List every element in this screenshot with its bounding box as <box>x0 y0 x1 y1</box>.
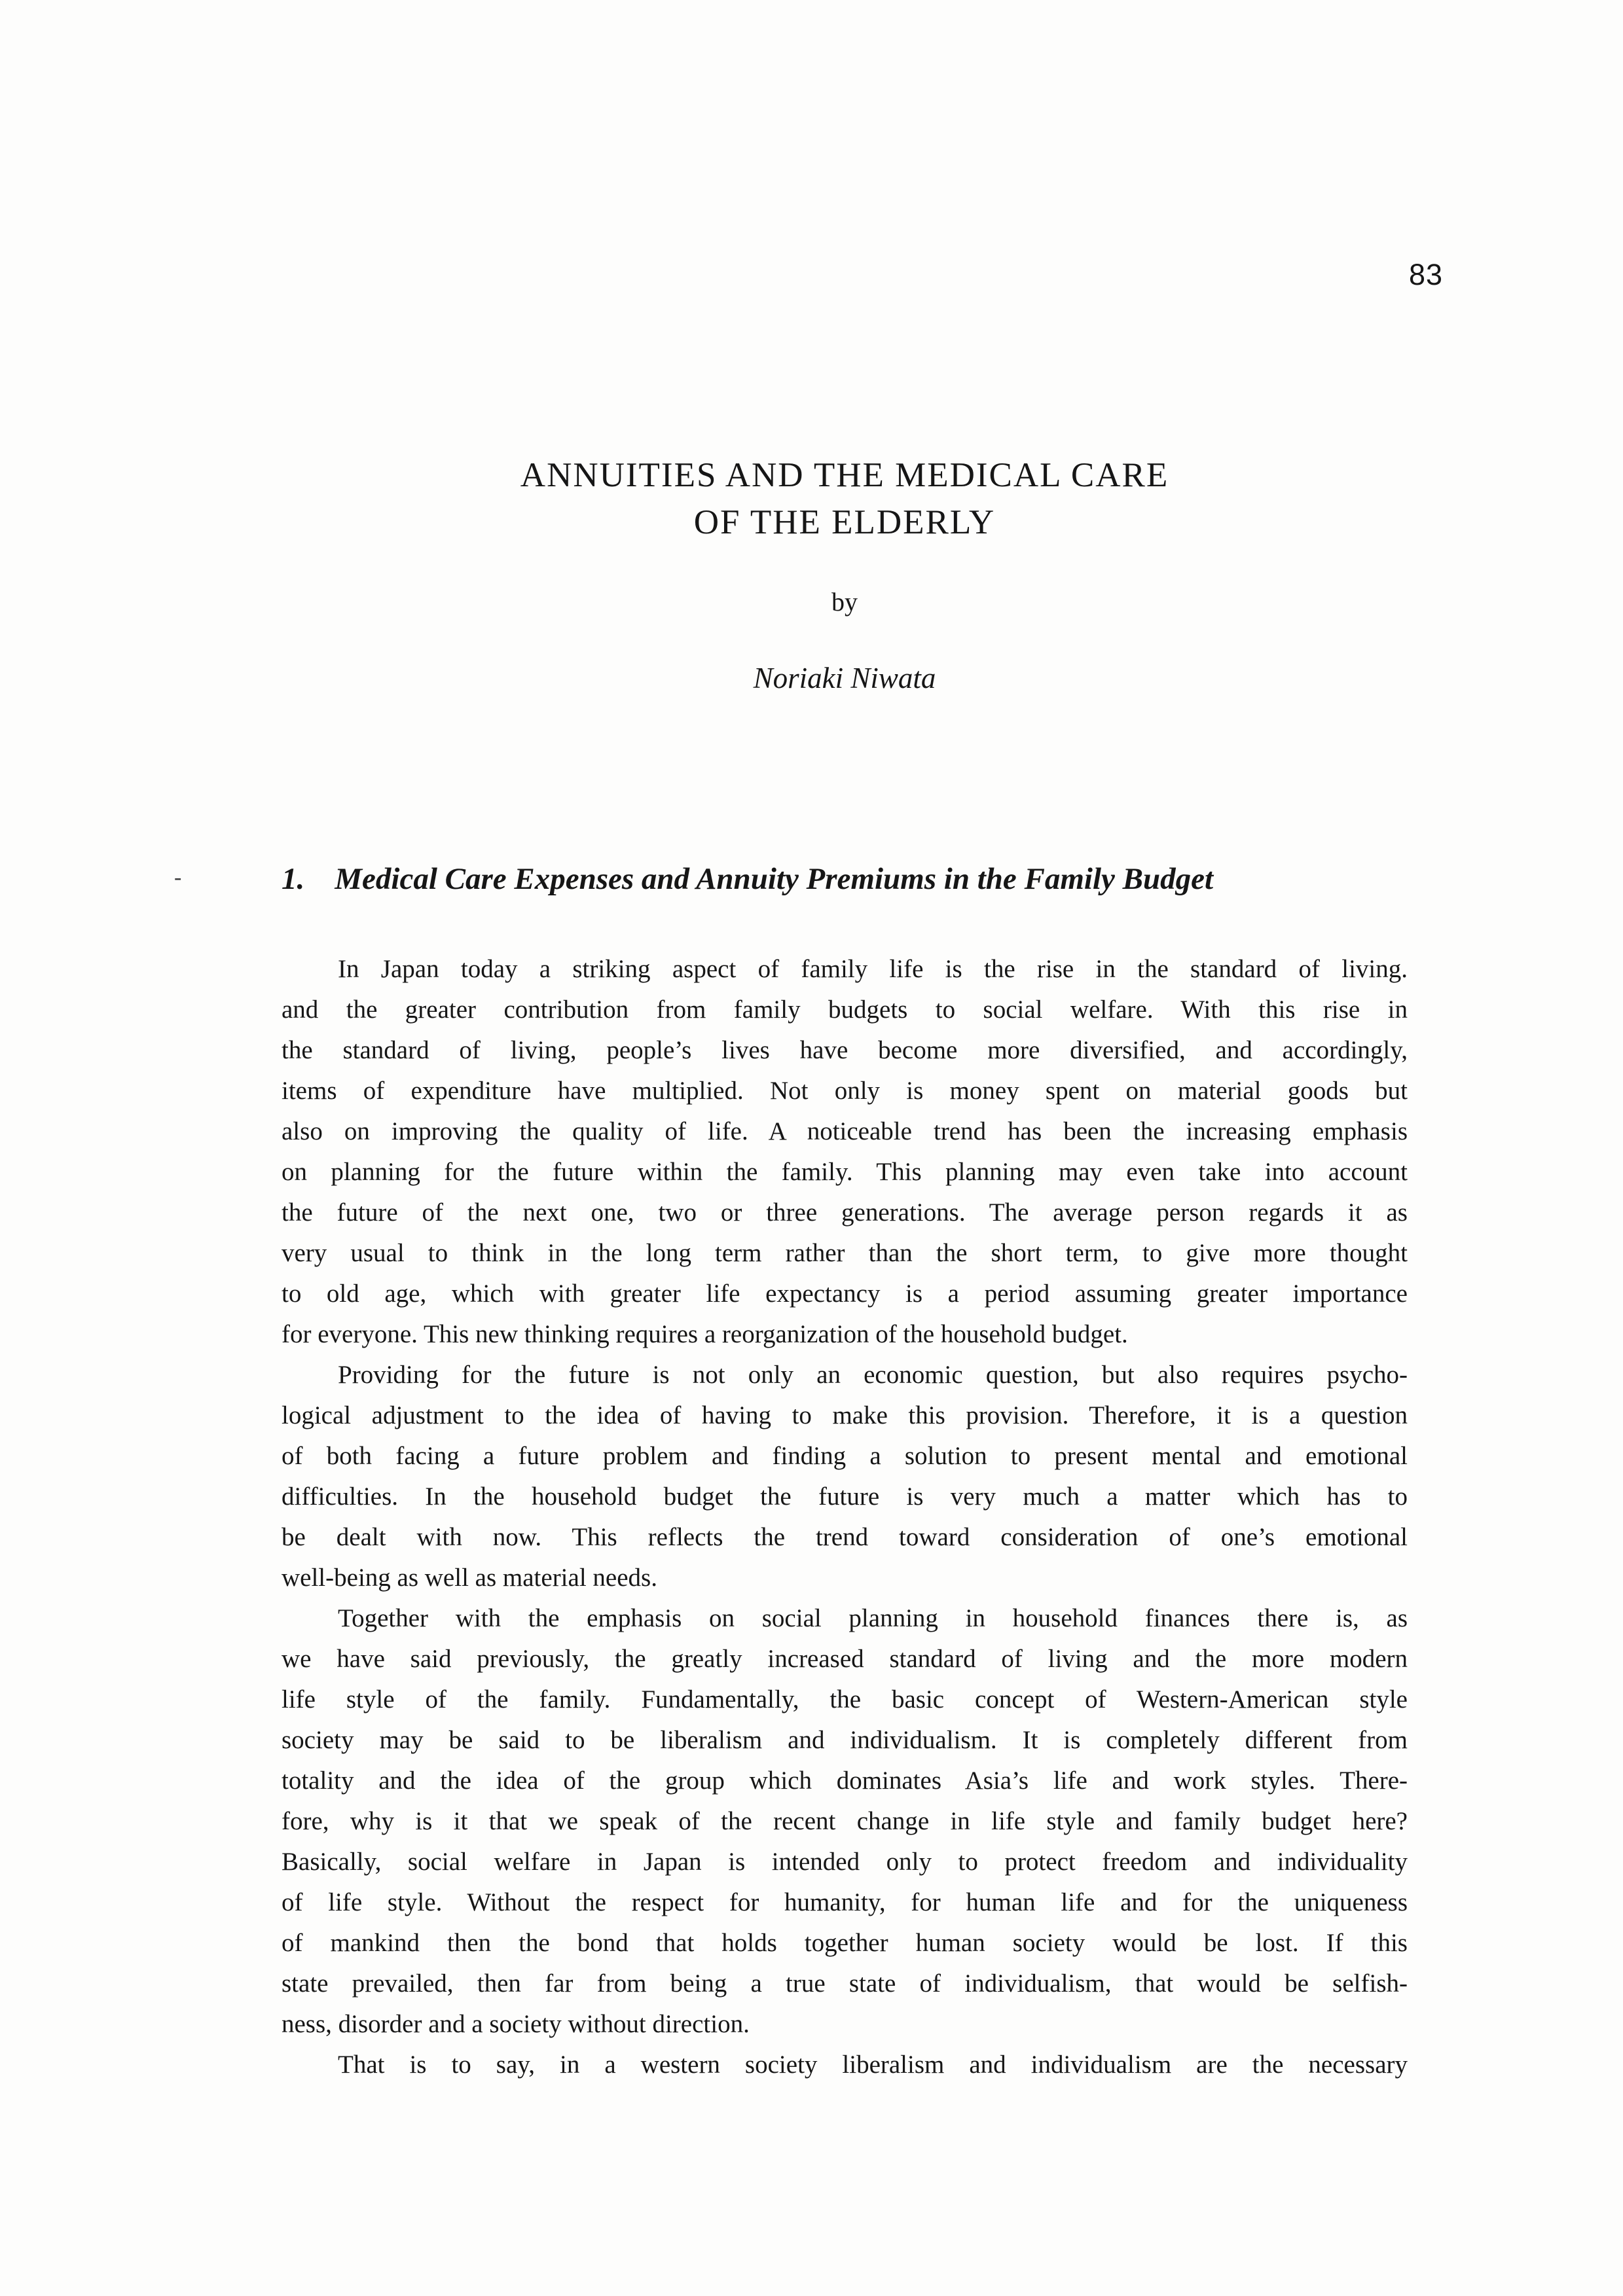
body-line: fore, why is it that we speak of the recent change in life style and family budget here? <box>282 1807 1408 1835</box>
byline: by <box>831 587 858 617</box>
title-line-2: OF THE ELDERLY <box>693 503 996 541</box>
body-line: logical adjustment to the idea of having to make this provision. Therefore, it is a question <box>282 1401 1408 1429</box>
body-line: life style of the family. Fundamentally, the basic concept of Western-American style <box>282 1685 1408 1713</box>
body-line: That is to say, in a western society liberalism and individualism are the necessary <box>338 2051 1408 2079</box>
section-heading <box>282 861 1434 897</box>
body-paragraph <box>282 1355 1408 1598</box>
body-paragraph <box>282 949 1408 1355</box>
section-title: Medical Care Expenses and Annuity Premiums in the Family Budget <box>335 862 1214 896</box>
section-number: 1. <box>282 862 305 896</box>
body-line: society may be said to be liberalism and individualism. It is completely different from <box>282 1726 1408 1754</box>
body-paragraph <box>282 2045 1408 2085</box>
body-line: and the greater contribution from family budgets to social welfare. With this rise in <box>282 996 1408 1024</box>
body-line: Basically, social welfare in Japan is intended only to protect freedom and individuality <box>282 1848 1408 1876</box>
body-line: on planning for the future within the family. This planning may even take into account <box>282 1158 1408 1186</box>
body-line: In Japan today a striking aspect of family life is the rise in the standard of living. <box>338 955 1408 983</box>
body-line: totality and the idea of the group which dominates Asia’s life and work styles. There- <box>282 1767 1408 1795</box>
body-line: for everyone. This new thinking requires a reorganization of the household budget. <box>282 1320 1128 1348</box>
body-line: the future of the next one, two or three generations. The average person regards it as <box>282 1198 1408 1227</box>
body-line: ness, disorder and a society without direction. <box>282 2010 750 2038</box>
body-line: Together with the emphasis on social planning in household finances there is, as <box>338 1604 1408 1632</box>
body-text <box>282 949 1408 2085</box>
body-line: items of expenditure have multiplied. Not only is money spent on material goods but <box>282 1077 1408 1105</box>
body-line: well-being as well as material needs. <box>282 1564 657 1592</box>
body-line: of both facing a future problem and finding a solution to present mental and emotional <box>282 1442 1408 1470</box>
body-line: of mankind then the bond that holds together human society would be lost. If this <box>282 1929 1408 1957</box>
body-line: be dealt with now. This reflects the trend toward consideration of one’s emotional <box>282 1523 1408 1551</box>
body-line: state prevailed, then far from being a true state of individualism, that would be selfish- <box>282 1969 1408 1998</box>
scan-artifact-dash: - <box>174 865 182 889</box>
body-paragraph <box>282 1598 1408 2045</box>
body-line: Providing for the future is not only an economic question, but also requires psycho- <box>338 1361 1408 1389</box>
body-line: difficulties. In the household budget the future is very much a matter which has to <box>282 1482 1408 1511</box>
body-line: we have said previously, the greatly increased standard of living and the more modern <box>282 1645 1408 1673</box>
author-name: Noriaki Niwata <box>753 662 936 694</box>
body-line: also on improving the quality of life. A noticeable trend has been the increasing emphasis <box>282 1117 1408 1145</box>
body-line: the standard of living, people’s lives have become more diversified, and accordingly, <box>282 1036 1408 1064</box>
body-line: very usual to think in the long term rather than the short term, to give more thought <box>282 1239 1408 1267</box>
title-line-1: ANNUITIES AND THE MEDICAL CARE <box>520 456 1169 494</box>
body-line: to old age, which with greater life expectancy is a period assuming greater importance <box>282 1280 1408 1308</box>
body-line: of life style. Without the respect for humanity, for human life and for the uniqueness <box>282 1888 1408 1916</box>
page-number: 83 <box>1409 258 1444 291</box>
article-title <box>282 452 1408 546</box>
